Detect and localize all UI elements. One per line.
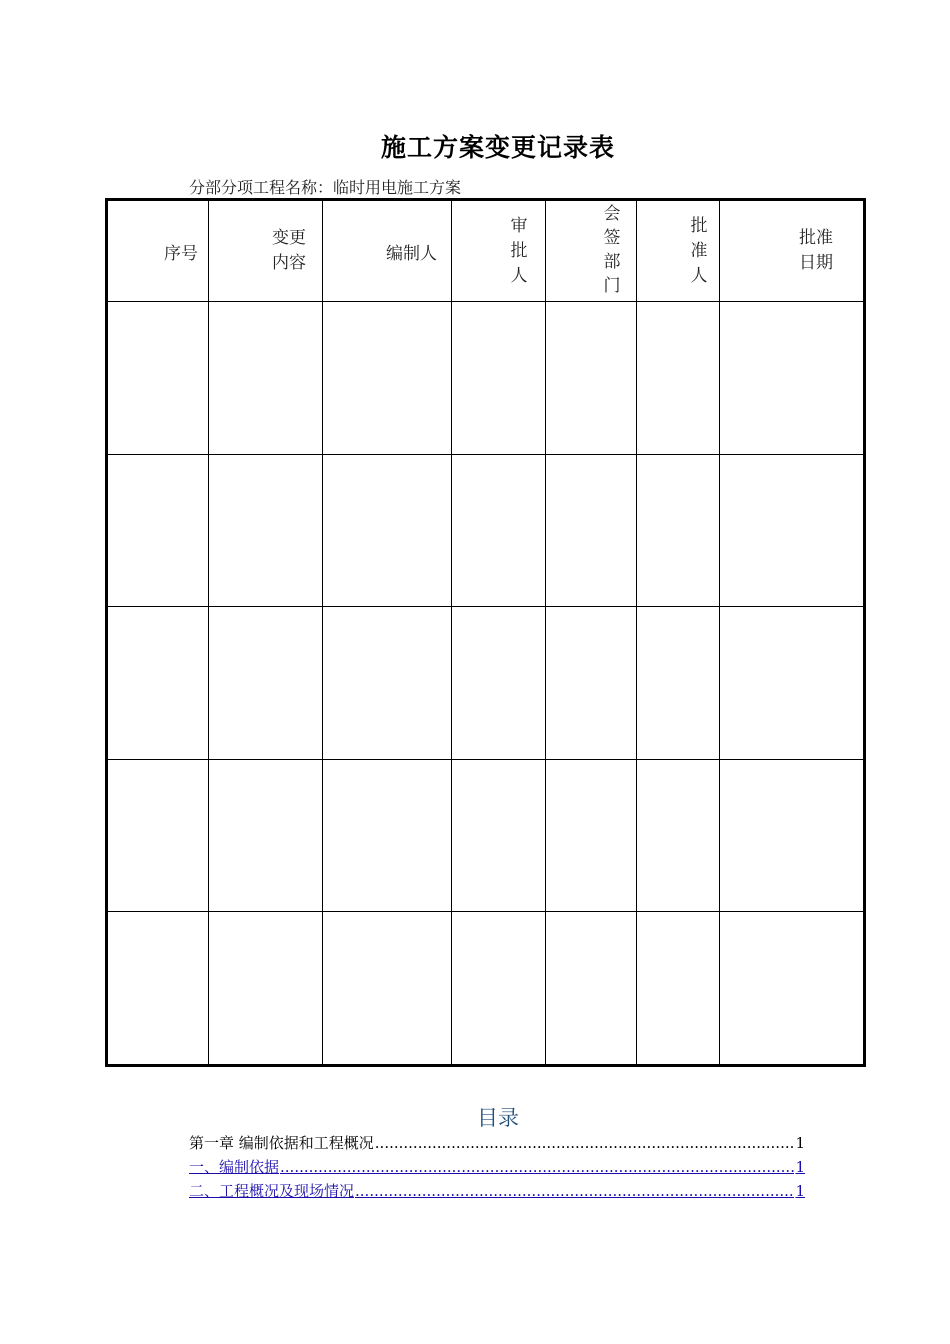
table-row — [107, 759, 865, 912]
table-cell[interactable] — [637, 912, 720, 1066]
table-cell[interactable] — [452, 912, 546, 1066]
table-cell[interactable] — [637, 759, 720, 912]
header-approver: 批 准 人 — [637, 200, 720, 302]
table-cell[interactable] — [720, 607, 865, 760]
toc-entry-page: 1 — [795, 1158, 805, 1176]
table-cell[interactable] — [323, 912, 452, 1066]
table-cell[interactable] — [323, 454, 452, 607]
table-cell[interactable] — [720, 912, 865, 1066]
toc-leader-dots — [280, 1155, 794, 1179]
table-row — [107, 302, 865, 455]
table-cell[interactable] — [323, 607, 452, 760]
toc-leader-dots — [355, 1179, 794, 1203]
table-cell[interactable] — [107, 759, 209, 912]
toc-entry-label: 第一章 编制依据和工程概况 — [189, 1134, 374, 1152]
table-cell[interactable] — [452, 759, 546, 912]
toc-link-overview[interactable] — [189, 1179, 805, 1203]
table-cell[interactable] — [720, 759, 865, 912]
table-cell[interactable] — [209, 759, 323, 912]
toc-entry-page: 1 — [795, 1134, 805, 1152]
table-cell[interactable] — [323, 302, 452, 455]
toc-link-basis[interactable] — [189, 1155, 805, 1179]
table-cell[interactable] — [452, 607, 546, 760]
header-countersign-dept: 会 签 部 门 — [546, 200, 637, 302]
toc-entry-page: 1 — [795, 1182, 805, 1200]
table-cell[interactable] — [452, 454, 546, 607]
table-header-row — [107, 200, 865, 302]
header-seq: 序号 — [107, 200, 209, 302]
table-cell[interactable] — [107, 912, 209, 1066]
table-cell[interactable] — [720, 302, 865, 455]
table-cell[interactable] — [720, 454, 865, 607]
table-cell[interactable] — [209, 912, 323, 1066]
page-title: 施工方案变更记录表 — [380, 133, 615, 162]
toc-title: 目录 — [477, 1106, 519, 1130]
table-cell[interactable] — [107, 302, 209, 455]
header-approval-date: 批准 日期 — [720, 200, 865, 302]
table-cell[interactable] — [107, 607, 209, 760]
table-cell[interactable] — [323, 759, 452, 912]
table-cell[interactable] — [107, 454, 209, 607]
table-cell[interactable] — [452, 302, 546, 455]
table-cell[interactable] — [546, 607, 637, 760]
toc-leader-dots — [375, 1131, 795, 1155]
project-name: 分部分项工程名称：临时用电施工方案 — [189, 178, 462, 197]
table-cell[interactable] — [637, 454, 720, 607]
table-cell[interactable] — [637, 607, 720, 760]
table-cell[interactable] — [209, 607, 323, 760]
header-reviewer: 审 批 人 — [452, 200, 546, 302]
header-author: 编制人 — [323, 200, 452, 302]
toc-entry-chapter-1[interactable] — [189, 1131, 805, 1155]
table-cell[interactable] — [209, 454, 323, 607]
table-row — [107, 912, 865, 1066]
table-cell[interactable] — [546, 302, 637, 455]
table-cell[interactable] — [546, 759, 637, 912]
table-cell[interactable] — [637, 302, 720, 455]
table-cell[interactable] — [209, 302, 323, 455]
table-row — [107, 607, 865, 760]
toc-entry-label: 一、编制依据 — [189, 1158, 280, 1176]
table-cell[interactable] — [546, 912, 637, 1066]
header-change-content: 变更 内容 — [209, 200, 323, 302]
change-record-table — [105, 198, 866, 1067]
table-of-contents — [189, 1131, 805, 1203]
table-row — [107, 454, 865, 607]
toc-entry-label: 二、工程概况及现场情况 — [189, 1182, 355, 1200]
table-cell[interactable] — [546, 454, 637, 607]
